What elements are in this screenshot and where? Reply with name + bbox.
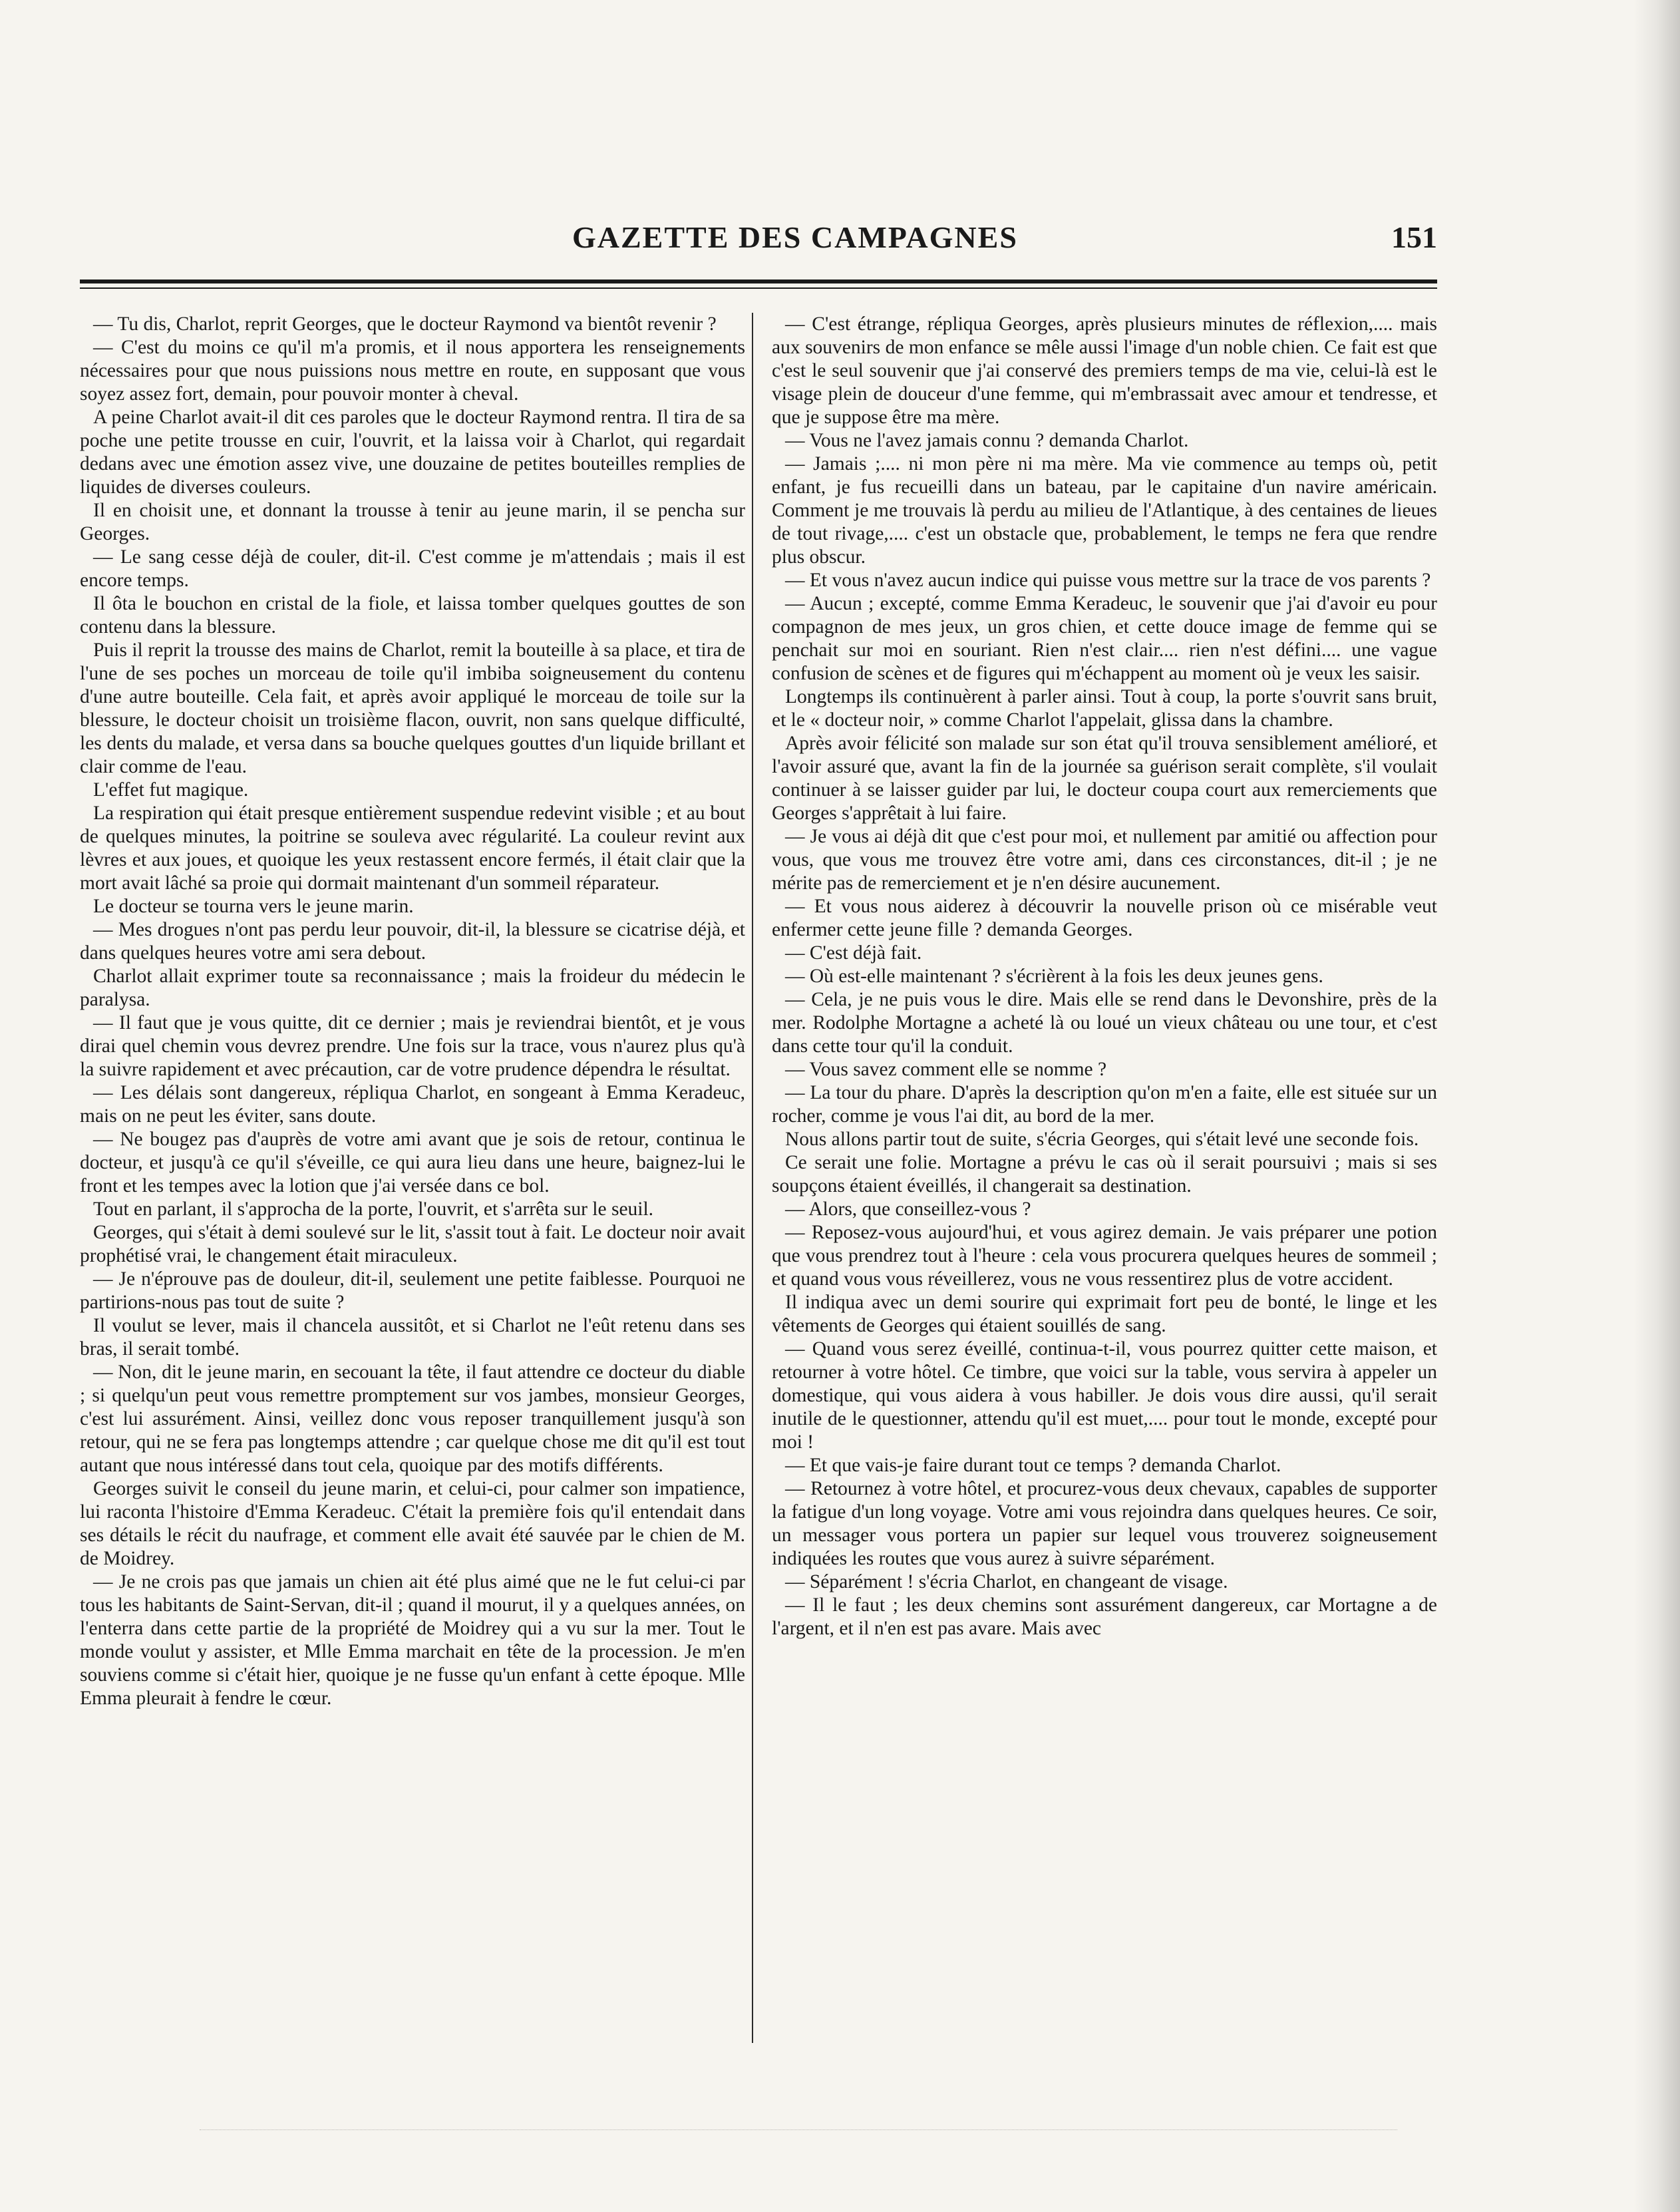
paragraph: — Je vous ai déjà dit que c'est pour moi, et nullement par amitié ou affection pour vous, que vous me trouvez être votre ami, dans ces circonstances, dit-il ; je ne mérite pas de remerciement et je n'en désire aucunement. bbox=[772, 826, 1437, 894]
running-title: GAZETTE DES CAMPAGNES bbox=[572, 220, 1018, 254]
paragraph: — Je n'éprouve pas de douleur, dit-il, seulement une petite faiblesse. Pourquoi ne partirions-nous pas tout de suite ? bbox=[80, 1268, 745, 1313]
footer-margin bbox=[200, 2129, 1397, 2157]
paragraph: Après avoir félicité son malade sur son état qu'il trouva sensiblement amélioré, et l'avoir assuré que, avant la fin de la journée sa guérison serait complète, s'il voulait continuer à se laisser guider par lui, le docteur coupa court aux remerciements que Georges s'apprêtait à lui faire. bbox=[772, 733, 1437, 824]
paragraph: — Le sang cesse déjà de couler, dit-il. C'est comme je m'attendais ; mais il est encore temps. bbox=[80, 546, 745, 591]
paragraph: Il indiqua avec un demi sourire qui exprimait fort peu de bonté, le linge et les vêtements de Georges qui étaient souillés de sang. bbox=[772, 1292, 1437, 1336]
paragraph: A peine Charlot avait-il dit ces paroles que le docteur Raymond rentra. Il tira de sa poche une petite trousse en cuir, l'ouvrit, et la laissa voir à Charlot, qui regardait dedans avec une émotion assez vive, une douzaine de petites bouteilles remplies de liquides de diverses couleurs. bbox=[80, 407, 745, 498]
paragraph: — Et vous nous aiderez à découvrir la nouvelle prison où ce misérable veut enfermer cette jeune fille ? demanda Georges. bbox=[772, 896, 1437, 940]
paragraph: — Cela, je ne puis vous le dire. Mais elle se rend dans le Devonshire, près de la mer. Rodolphe Mortagne a acheté là ou loué un vieux château ou une tour, et c'est dans cette tour qu'il la conduit. bbox=[772, 989, 1437, 1057]
paragraph: Longtemps ils continuèrent à parler ainsi. Tout à coup, la porte s'ouvrit sans bruit, et le « docteur noir, » comme Charlot l'appelait, glissa dans la chambre. bbox=[772, 686, 1437, 731]
paragraph: Il ôta le bouchon en cristal de la fiole, et laissa tomber quelques gouttes de son contenu dans la blessure. bbox=[80, 593, 745, 638]
paragraph: — Je ne crois pas que jamais un chien ait été plus aimé que ne le fut celui-ci par tous les habitants de Saint-Servan, dit-il ; quand il mourut, il y a quelques années, on l'enterra dans cette partie de la propriété de Moidrey qui a vu sur la mer. Tout le monde voulut y assister, et Mlle Emma marchait en tête de la procession. Je m'en souviens comme si c'était hier, quoique je ne fusse qu'un enfant à cette époque. Mlle Emma pleurait à fendre le cœur. bbox=[80, 1571, 745, 1709]
left-column bbox=[80, 313, 745, 2070]
paragraph: — Tu dis, Charlot, reprit Georges, que le docteur Raymond va bientôt revenir ? bbox=[93, 313, 717, 335]
paragraph: La respiration qui était presque entièrement suspendue redevint visible ; et au bout de quelques minutes, la poitrine se souleva avec régularité. La couleur revint aux lèvres et aux joues, et quoique les yeux restassent encore fermés, il était clair que la mort avait lâché sa proie qui dormait maintenant d'un sommeil réparateur. bbox=[80, 803, 745, 894]
paragraph: — Et que vais-je faire durant tout ce temps ? demanda Charlot. bbox=[785, 1455, 1281, 1476]
paragraph: Il en choisit une, et donnant la trousse à tenir au jeune marin, il se pencha sur Georges. bbox=[80, 500, 745, 544]
paragraph: Ce serait une folie. Mortagne a prévu le cas où il serait poursuivi ; mais si ses soupçons étaient éveillés, il changerait sa destination. bbox=[772, 1152, 1437, 1197]
header-rule-thick bbox=[80, 279, 1437, 283]
paragraph: — C'est déjà fait. bbox=[785, 942, 922, 964]
page-header bbox=[80, 220, 1437, 260]
paragraph: — Retournez à votre hôtel, et procurez-vous deux chevaux, capables de supporter la fatigue d'un long voyage. Votre ami vous rejoindra dans quelques heures. Ce soir, un messager vous portera un papier sur lequel vous trouverez soigneusement indiquées les routes que vous aurez à suivre séparément. bbox=[772, 1478, 1437, 1569]
paragraph: — Quand vous serez éveillé, continua-t-il, vous pourrez quitter cette maison, et retourner à votre hôtel. Ce timbre, que voici sur la table, vous servira à appeler un domestique, qui vous aidera à vous habiller. Je dois vous dire aussi, qu'il serait inutile de le questionner, attendu qu'il est muet,.... pour tout le monde, excepté pour moi ! bbox=[772, 1338, 1437, 1453]
paragraph: — Séparément ! s'écria Charlot, en changeant de visage. bbox=[785, 1571, 1228, 1592]
paragraph: — Mes drogues n'ont pas perdu leur pouvoir, dit-il, la blessure se cicatrise déjà, et dans quelques heures votre ami sera debout. bbox=[80, 919, 745, 964]
paragraph: — Non, dit le jeune marin, en secouant la tête, il faut attendre ce docteur du diable ; si quelqu'un peut vous remettre promptement sur vos jambes, monsieur Georges, c'est lui assurément. Ainsi, veillez donc vous reposer tranquillement jusqu'à son retour, qui ne se fera pas longtemps attendre ; car quelque chose me dit qu'il est tout autant que nous intéressé dans tout cela, quoique par des motifs différents. bbox=[80, 1362, 745, 1476]
column-divider bbox=[752, 313, 753, 2043]
paragraph: — Vous savez comment elle se nomme ? bbox=[785, 1059, 1107, 1080]
paragraph: — Et vous n'avez aucun indice qui puisse vous mettre sur la trace de vos parents ? bbox=[785, 570, 1431, 591]
paragraph: L'effet fut magique. bbox=[93, 779, 249, 801]
paragraph: Georges, qui s'était à demi soulevé sur le lit, s'assit tout à fait. Le docteur noir avait prophétisé vrai, le changement était miraculeux. bbox=[80, 1222, 745, 1266]
page-number: 151 bbox=[1391, 220, 1437, 254]
paragraph: — Alors, que conseillez-vous ? bbox=[785, 1198, 1031, 1220]
paragraph: — Jamais ;.... ni mon père ni ma mère. Ma vie commence au temps où, petit enfant, je fus recueilli dans un bateau, par le capitaine d'un navire américain. Comment je me trouvais là perdu au milieu de l'Atlantique, à des centaines de lieues de tout rivage,.... c'est un obstacle que, probablement, le temps ne fera que rendre plus obscur. bbox=[772, 453, 1437, 568]
header-rule-thin bbox=[80, 287, 1437, 289]
right-column bbox=[772, 313, 1437, 2070]
paragraph: — Reposez-vous aujourd'hui, et vous agirez demain. Je vais préparer une potion que vous prendrez tout à l'heure : cela vous procurera quelques heures de sommeil ; et quand vous vous réveillerez, vous ne vous ressentirez plus de votre accident. bbox=[772, 1222, 1437, 1290]
paragraph: — C'est étrange, répliqua Georges, après plusieurs minutes de réflexion,.... mais aux souvenirs de mon enfance se mêle aussi l'image d'un noble chien. Ce fait est que c'est le seul souvenir que j'ai conservé des premiers temps de ma vie, celui-là est le visage plein de douceur d'une femme, qui m'embrassait avec amour et tendresse, et que je suppose être ma mère. bbox=[772, 313, 1437, 428]
paragraph: — Il le faut ; les deux chemins sont assurément dangereux, car Mortagne a de l'argent, et il n'en est pas avare. Mais avec bbox=[772, 1594, 1437, 1639]
paragraph: — C'est du moins ce qu'il m'a promis, et il nous apportera les renseignements nécessaires pour que nous puissions nous mettre en route, en supposant que vous soyez assez fort, demain, pour pouvoir monter à cheval. bbox=[80, 337, 745, 405]
page-binding-shadow bbox=[1633, 0, 1680, 2212]
paragraph: Georges suivit le conseil du jeune marin, et celui-ci, pour calmer son impatience, lui raconta l'histoire d'Emma Keradeuc. C'était la première fois qu'il entendait dans ses détails le récit du naufrage, et comment elle avait été sauvée par le chien de M. de Moidrey. bbox=[80, 1478, 745, 1569]
paragraph: — Vous ne l'avez jamais connu ? demanda Charlot. bbox=[785, 430, 1189, 451]
paragraph: Charlot allait exprimer toute sa reconnaissance ; mais la froideur du médecin le paralysa. bbox=[80, 966, 745, 1010]
paragraph: — Il faut que je vous quitte, dit ce dernier ; mais je reviendrai bientôt, et je vous dirai quel chemin vous devrez prendre. Une fois sur la trace, vous n'aurez plus qu'à la suivre rapidement et avec précaution, car de votre prudence dépendra le résultat. bbox=[80, 1012, 745, 1080]
paragraph: — La tour du phare. D'après la description qu'on m'en a faite, elle est située sur un rocher, comme je vous l'ai dit, au bord de la mer. bbox=[772, 1082, 1437, 1127]
paragraph: Le docteur se tourna vers le jeune marin. bbox=[93, 896, 414, 917]
paragraph: — Les délais sont dangereux, répliqua Charlot, en songeant à Emma Keradeuc, mais on ne peut les éviter, sans doute. bbox=[80, 1082, 745, 1127]
paragraph: — Ne bougez pas d'auprès de votre ami avant que je sois de retour, continua le docteur, et jusqu'à ce qu'il s'éveille, ce qui aura lieu dans une heure, baignez-lui le front et les tempes avec la lotion que j'ai versée dans ce bol. bbox=[80, 1129, 745, 1197]
paragraph: Il voulut se lever, mais il chancela aussitôt, et si Charlot ne l'eût retenu dans ses bras, il serait tombé. bbox=[80, 1315, 745, 1360]
paragraph: Tout en parlant, il s'approcha de la porte, l'ouvrit, et s'arrêta sur le seuil. bbox=[93, 1198, 654, 1220]
paragraph: Nous allons partir tout de suite, s'écria Georges, qui s'était levé une seconde fois. bbox=[785, 1129, 1419, 1150]
paragraph: — Où est-elle maintenant ? s'écrièrent à la fois les deux jeunes gens. bbox=[785, 966, 1323, 987]
paragraph: — Aucun ; excepté, comme Emma Keradeuc, le souvenir que j'ai d'avoir eu pour compagnon de mes jeux, un gros chien, et cette douce image de femme qui se penchait sur moi en souriant. Rien n'est clair.... rien n'est défini.... une vague confusion de scènes et de figures qui m'échappent au moment où je veux les saisir. bbox=[772, 593, 1437, 684]
paragraph: Puis il reprit la trousse des mains de Charlot, remit la bouteille à sa place, et tira de l'une de ses poches un morceau de toile qu'il imbiba soigneusement du contenu d'une autre bouteille. Cela fait, et après avoir appliqué le morceau de toile sur la blessure, le docteur choisit un troisième flacon, ouvrit, non sans quelque difficulté, les dents du malade, et versa dans sa bouche quelques gouttes d'un liquide brillant et clair comme de l'eau. bbox=[80, 640, 745, 777]
